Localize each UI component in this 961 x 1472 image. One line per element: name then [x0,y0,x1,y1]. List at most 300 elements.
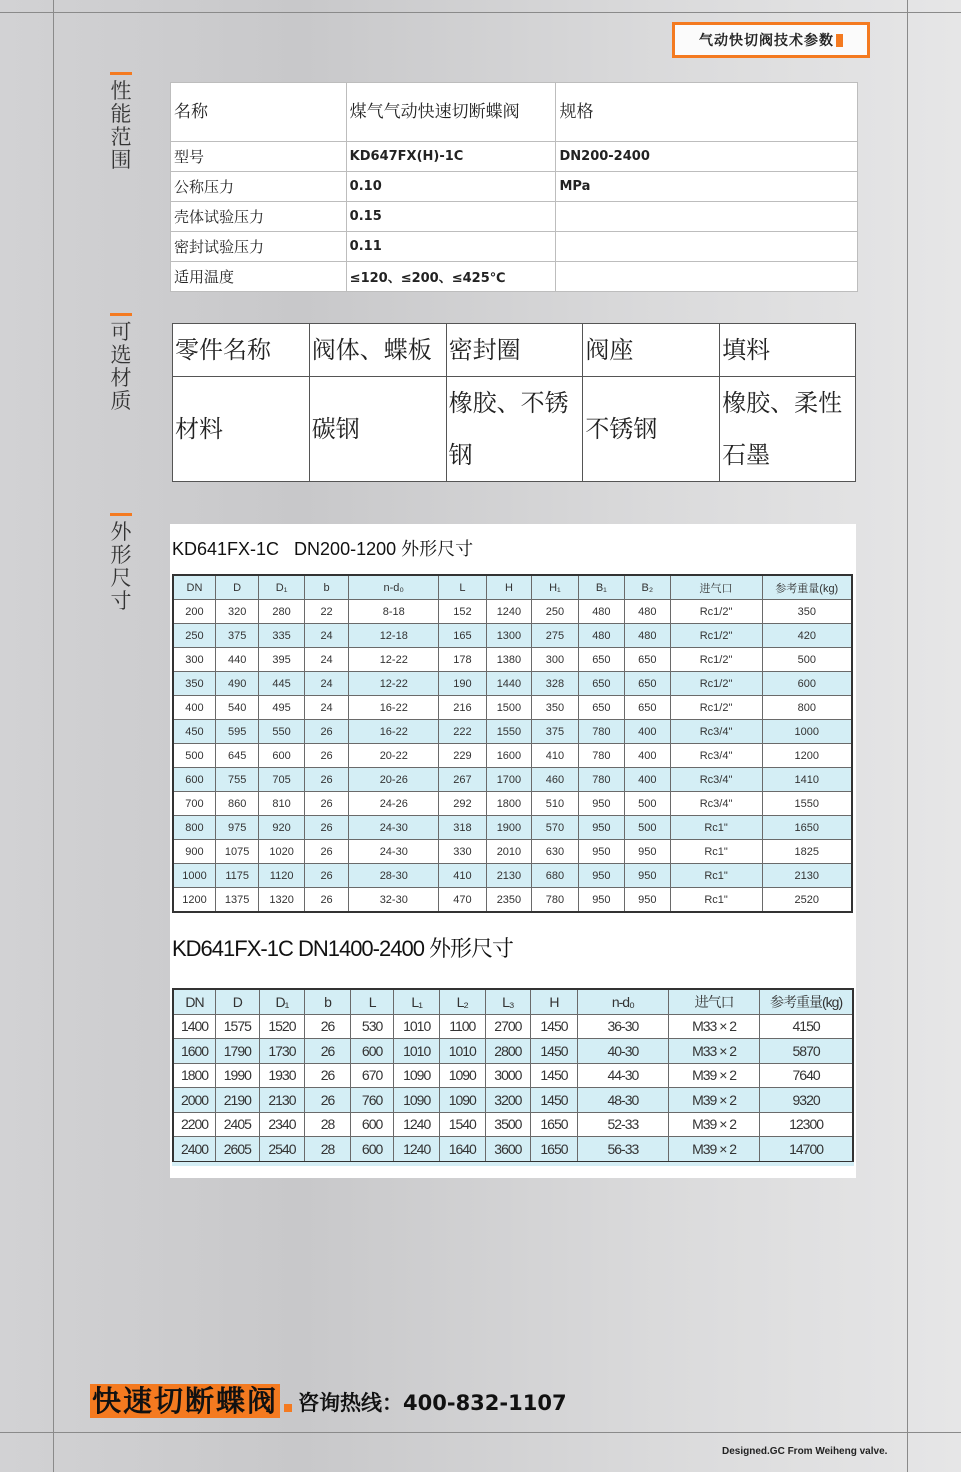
table-cell: 1320 [259,888,304,913]
table-cell: 445 [259,672,304,696]
table-row [173,720,852,744]
table-cell: 3600 [485,1137,531,1162]
table-cell: 600 [762,672,852,696]
table-cell: 222 [439,720,486,744]
table-cell: 44-30 [577,1063,668,1088]
table-cell: Rc1" [670,840,762,864]
table-cell: 1825 [762,840,852,864]
table-cell: 280 [259,600,304,624]
table-cell: 250 [532,600,578,624]
table-cell: 216 [439,696,486,720]
table-cell: 500 [625,792,670,816]
table-cell: 26 [305,1014,351,1039]
table-cell: 26 [304,864,348,888]
frame-line-bottom [0,1432,961,1433]
table-row [173,672,852,696]
table-cell: 600 [259,744,304,768]
table-cell: 229 [439,744,486,768]
table-cell: 1600 [173,1039,216,1064]
spec-cell: 密封试验压力 [171,232,347,262]
table-cell: M39 × 2 [668,1063,759,1088]
table-cell: 28 [305,1112,351,1137]
table-cell: 650 [578,672,624,696]
table-cell: 26 [304,816,348,840]
dim-header-cell: H₁ [532,575,578,600]
frame-line-top [0,12,961,13]
dim-header-cell: 进气口 [670,575,762,600]
footer-accent-dot [284,1404,292,1412]
material-value-cell: 不锈钢 [583,377,720,482]
header-badge-text: 气动快切阀技术参数 [699,33,834,49]
section-label-text: 性能范围 [110,79,132,172]
table-cell: Rc3/4" [670,768,762,792]
table-row [173,1088,853,1113]
dim-header-cell: D [215,575,258,600]
table-cell: 350 [173,672,215,696]
table-cell: 500 [625,816,670,840]
table-cell: 2130 [486,864,531,888]
footer-banner [90,1378,567,1418]
table-cell: 700 [173,792,215,816]
table-cell: 1240 [486,600,531,624]
header-badge [672,22,870,58]
table-bottom-stripe [172,1162,854,1166]
table-cell: 1000 [762,720,852,744]
table-cell: 375 [532,720,578,744]
table-cell: 1800 [486,792,531,816]
table-cell: 1800 [173,1063,216,1088]
table-cell: 2350 [486,888,531,913]
table-cell: 1450 [531,1088,578,1113]
spec-cell: ≤120、≤200、≤425℃ [346,262,556,292]
table-cell: 1410 [762,768,852,792]
table-cell: 8-18 [349,600,439,624]
table-cell: 2130 [259,1088,305,1113]
table-cell: 26 [304,720,348,744]
table-cell: 1575 [216,1014,260,1039]
section-label-materials [110,313,132,413]
table-cell: 1450 [531,1063,578,1088]
spec-cell: 适用温度 [171,262,347,292]
table-row [173,1063,853,1088]
table-row [173,1014,853,1039]
material-value-cell: 橡胶、不锈钢 [446,377,583,482]
table-cell: 3000 [485,1063,531,1088]
table-cell: 800 [173,816,215,840]
table-cell: 52-33 [577,1112,668,1137]
table-cell: 1900 [486,816,531,840]
table-cell: 330 [439,840,486,864]
table-cell: 24-30 [349,840,439,864]
table-cell: 165 [439,624,486,648]
spec-row [171,83,858,142]
table-cell: 178 [439,648,486,672]
dim-header-cell: L [439,575,486,600]
table-cell: 275 [532,624,578,648]
table-cell: 28-30 [349,864,439,888]
table-cell: 950 [625,840,670,864]
table-cell: 650 [625,648,670,672]
table-cell: 1175 [215,864,258,888]
table-cell: 900 [173,840,215,864]
table-cell: 1200 [762,744,852,768]
table-cell: 16-22 [349,696,439,720]
table-cell: M33 × 2 [668,1014,759,1039]
table-cell: 800 [762,696,852,720]
table-cell: 1730 [259,1039,305,1064]
material-header-row [173,324,856,377]
table-cell: 1440 [486,672,531,696]
table-cell: 950 [578,840,624,864]
dim-table-1-title: KD641FX-1C DN200-1200 外形尺寸 [172,539,474,559]
table-cell: 335 [259,624,304,648]
dim-header-cell: D₁ [259,575,304,600]
table-cell: 16-22 [349,720,439,744]
table-cell: 450 [173,720,215,744]
table-cell: 200 [173,600,215,624]
table-cell: 1100 [439,1014,485,1039]
dim-header-cell: B₁ [578,575,624,600]
table-cell: 36-30 [577,1014,668,1039]
table-cell: 570 [532,816,578,840]
table-cell: 630 [532,840,578,864]
table-cell: 670 [350,1063,394,1088]
table-cell: 26 [304,744,348,768]
table-cell: 920 [259,816,304,840]
table-cell: 26 [304,888,348,913]
material-header-cell: 阀体、蝶板 [309,324,446,377]
spec-cell: 0.11 [346,232,556,262]
table-cell: Rc1" [670,888,762,913]
table-cell: 12-22 [349,672,439,696]
spec-cell: 名称 [171,83,347,142]
dim-header-cell: 参考重量(kg) [762,575,852,600]
table-cell: 1450 [531,1014,578,1039]
dim-header-row [173,575,852,600]
table-cell: 400 [625,768,670,792]
section-label-dimensions [110,513,132,613]
table-cell: 1020 [259,840,304,864]
table-cell: 292 [439,792,486,816]
table-cell: 7640 [760,1063,853,1088]
table-cell: 480 [578,600,624,624]
table-cell: 1300 [486,624,531,648]
table-cell: 1500 [486,696,531,720]
table-cell: 645 [215,744,258,768]
table-cell: 1400 [173,1014,216,1039]
table-cell: 267 [439,768,486,792]
material-header-cell: 填料 [720,324,856,377]
table-cell: 950 [625,864,670,888]
table-cell: M33 × 2 [668,1039,759,1064]
dim-header-cell: n-d₀ [577,989,668,1014]
table-cell: 152 [439,600,486,624]
table-cell: 1600 [486,744,531,768]
table-cell: 395 [259,648,304,672]
table-cell: 1240 [394,1112,440,1137]
dim-header-cell: 进气口 [668,989,759,1014]
table-cell: 1550 [486,720,531,744]
table-cell: 20-26 [349,768,439,792]
table-cell: 500 [173,744,215,768]
table-cell: 26 [305,1088,351,1113]
table-cell: 480 [578,624,624,648]
dim-header-cell: B₂ [625,575,670,600]
table-cell: 495 [259,696,304,720]
table-row [173,1112,853,1137]
spec-row [171,202,858,232]
table-cell: 26 [305,1063,351,1088]
dim-header-cell: H [486,575,531,600]
footer-hotline: 咨询热线：400-832-1107 [298,1391,567,1415]
material-header-cell: 密封圈 [446,324,583,377]
table-row [173,840,852,864]
dim-header-cell: b [305,989,351,1014]
table-cell: 40-30 [577,1039,668,1064]
table-cell: 600 [350,1137,394,1162]
table-row [173,624,852,648]
material-table-body [173,324,856,482]
table-cell: 1540 [439,1112,485,1137]
table-cell: 440 [215,648,258,672]
spec-cell: 煤气气动快速切断蝶阀 [346,83,556,142]
table-cell: 2605 [216,1137,260,1162]
section-label-text: 可选材质 [110,320,132,413]
dim-table-2-title: KD641FX-1C DN1400-2400 外形尺寸 [172,936,514,961]
table-row [173,816,852,840]
spec-cell: 0.10 [346,172,556,202]
spec-table [170,82,858,292]
dim-table-2 [172,988,854,1163]
spec-row [171,142,858,172]
table-cell: 26 [305,1039,351,1064]
dim-header-cell: L [350,989,394,1014]
table-cell: 650 [578,648,624,672]
dim-header-cell: b [304,575,348,600]
table-cell: 600 [173,768,215,792]
table-cell: 26 [304,840,348,864]
footer-product-name: 快速切断蝶阀 [92,1384,279,1418]
table-cell: 480 [625,600,670,624]
dim-header-row [173,989,853,1014]
table-cell: 1640 [439,1137,485,1162]
table-cell: 1010 [394,1014,440,1039]
table-row [173,600,852,624]
table-cell: Rc1/2" [670,600,762,624]
table-cell: 410 [532,744,578,768]
table-cell: Rc1/2" [670,696,762,720]
table-cell: 950 [625,888,670,913]
table-cell: 1090 [439,1063,485,1088]
material-value-row [173,377,856,482]
material-header-cell: 零件名称 [173,324,310,377]
spec-cell [556,232,858,262]
table-row [173,768,852,792]
table-cell: 950 [578,864,624,888]
table-cell: 1520 [259,1014,305,1039]
table-row [173,888,852,913]
table-cell: 320 [215,600,258,624]
table-cell: 810 [259,792,304,816]
table-cell: 26 [304,792,348,816]
table-cell: 250 [173,624,215,648]
table-cell: 950 [578,792,624,816]
table-cell: 1380 [486,648,531,672]
table-cell: 20-22 [349,744,439,768]
table-cell: 4150 [760,1014,853,1039]
frame-line-left [53,0,54,1472]
table-cell: Rc3/4" [670,744,762,768]
dim-header-cell: L₃ [485,989,531,1014]
table-cell: 2000 [173,1088,216,1113]
table-cell: 410 [439,864,486,888]
table-cell: 2800 [485,1039,531,1064]
table-cell: 400 [173,696,215,720]
table-cell: 1010 [439,1039,485,1064]
table-cell: 460 [532,768,578,792]
table-cell: 650 [625,696,670,720]
section-label-text: 外形尺寸 [110,520,132,613]
section-label-bar [110,72,132,75]
dim-header-cell: L₂ [439,989,485,1014]
table-cell: 2400 [173,1137,216,1162]
table-cell: 510 [532,792,578,816]
table-cell: 1120 [259,864,304,888]
table-cell: 780 [532,888,578,913]
spec-cell: 0.15 [346,202,556,232]
table-cell: 530 [350,1014,394,1039]
dim-table-1-body [173,575,852,912]
table-cell: 1240 [394,1137,440,1162]
spec-row [171,262,858,292]
table-cell: 24 [304,672,348,696]
table-cell: 12-22 [349,648,439,672]
spec-row [171,232,858,262]
table-cell: M39 × 2 [668,1137,759,1162]
table-cell: 318 [439,816,486,840]
table-row [173,792,852,816]
table-cell: 1375 [215,888,258,913]
dim-table-1 [172,574,853,913]
dim-header-cell: D [216,989,260,1014]
table-cell: 1010 [394,1039,440,1064]
dim-header-cell: DN [173,989,216,1014]
table-cell: 1700 [486,768,531,792]
table-cell: Rc3/4" [670,720,762,744]
material-value-cell: 材料 [173,377,310,482]
table-cell: 12-18 [349,624,439,648]
table-row [173,744,852,768]
table-cell: 1650 [762,816,852,840]
table-cell: 26 [304,768,348,792]
table-cell: M39 × 2 [668,1088,759,1113]
dim-header-cell: 参考重量(kg) [760,989,853,1014]
table-cell: 2130 [762,864,852,888]
section-label-performance [110,72,132,172]
table-cell: 1650 [531,1137,578,1162]
table-row [173,1039,853,1064]
table-cell: 420 [762,624,852,648]
table-cell: 705 [259,768,304,792]
table-cell: 56-33 [577,1137,668,1162]
dim-header-cell: D₁ [259,989,305,1014]
dim-header-cell: H [531,989,578,1014]
table-cell: 3500 [485,1112,531,1137]
table-cell: 470 [439,888,486,913]
material-value-cell: 碳钢 [309,377,446,482]
table-cell: 595 [215,720,258,744]
table-cell: 650 [625,672,670,696]
spec-cell [556,202,858,232]
table-cell: 780 [578,768,624,792]
spec-table-body [171,83,858,292]
table-cell: 650 [578,696,624,720]
table-cell: 9320 [760,1088,853,1113]
table-cell: 1090 [394,1088,440,1113]
table-cell: 975 [215,816,258,840]
table-cell: M39 × 2 [668,1112,759,1137]
table-cell: 780 [578,720,624,744]
material-table [172,323,856,482]
dim-header-cell: n-d₀ [349,575,439,600]
table-cell: 1200 [173,888,215,913]
table-cell: Rc3/4" [670,792,762,816]
table-cell: 300 [173,648,215,672]
table-cell: 24-30 [349,816,439,840]
table-cell: 480 [625,624,670,648]
table-cell: 375 [215,624,258,648]
table-cell: 22 [304,600,348,624]
table-row [173,864,852,888]
table-cell: 1550 [762,792,852,816]
table-cell: 2190 [216,1088,260,1113]
spec-cell: DN200-2400 [556,142,858,172]
table-cell: 350 [532,696,578,720]
table-cell: Rc1/2" [670,672,762,696]
table-cell: 28 [305,1137,351,1162]
table-cell: 5870 [760,1039,853,1064]
table-cell: 1790 [216,1039,260,1064]
table-cell: 2540 [259,1137,305,1162]
footer-credit: Designed.GC From Weiheng valve. [722,1446,888,1457]
table-cell: 300 [532,648,578,672]
table-cell: 2010 [486,840,531,864]
table-cell: 2340 [259,1112,305,1137]
table-cell: 1990 [216,1063,260,1088]
spec-cell: 公称压力 [171,172,347,202]
table-cell: 24 [304,624,348,648]
table-cell: 14700 [760,1137,853,1162]
table-cell: 400 [625,720,670,744]
frame-line-right [907,0,908,1472]
material-value-cell: 橡胶、柔性石墨 [720,377,856,482]
table-cell: 760 [350,1088,394,1113]
table-cell: Rc1" [670,864,762,888]
spec-cell: 壳体试验压力 [171,202,347,232]
table-cell: 24 [304,696,348,720]
table-cell: 1930 [259,1063,305,1088]
table-cell: 1650 [531,1112,578,1137]
table-cell: 1090 [394,1063,440,1088]
spec-cell: KD647FX(H)-1C [346,142,556,172]
table-cell: Rc1/2" [670,648,762,672]
table-cell: Rc1/2" [670,624,762,648]
table-cell: 600 [350,1112,394,1137]
badge-accent-square [836,34,843,47]
dim-table-2-body [173,989,853,1162]
spec-cell: 规格 [556,83,858,142]
table-cell: 12300 [760,1112,853,1137]
